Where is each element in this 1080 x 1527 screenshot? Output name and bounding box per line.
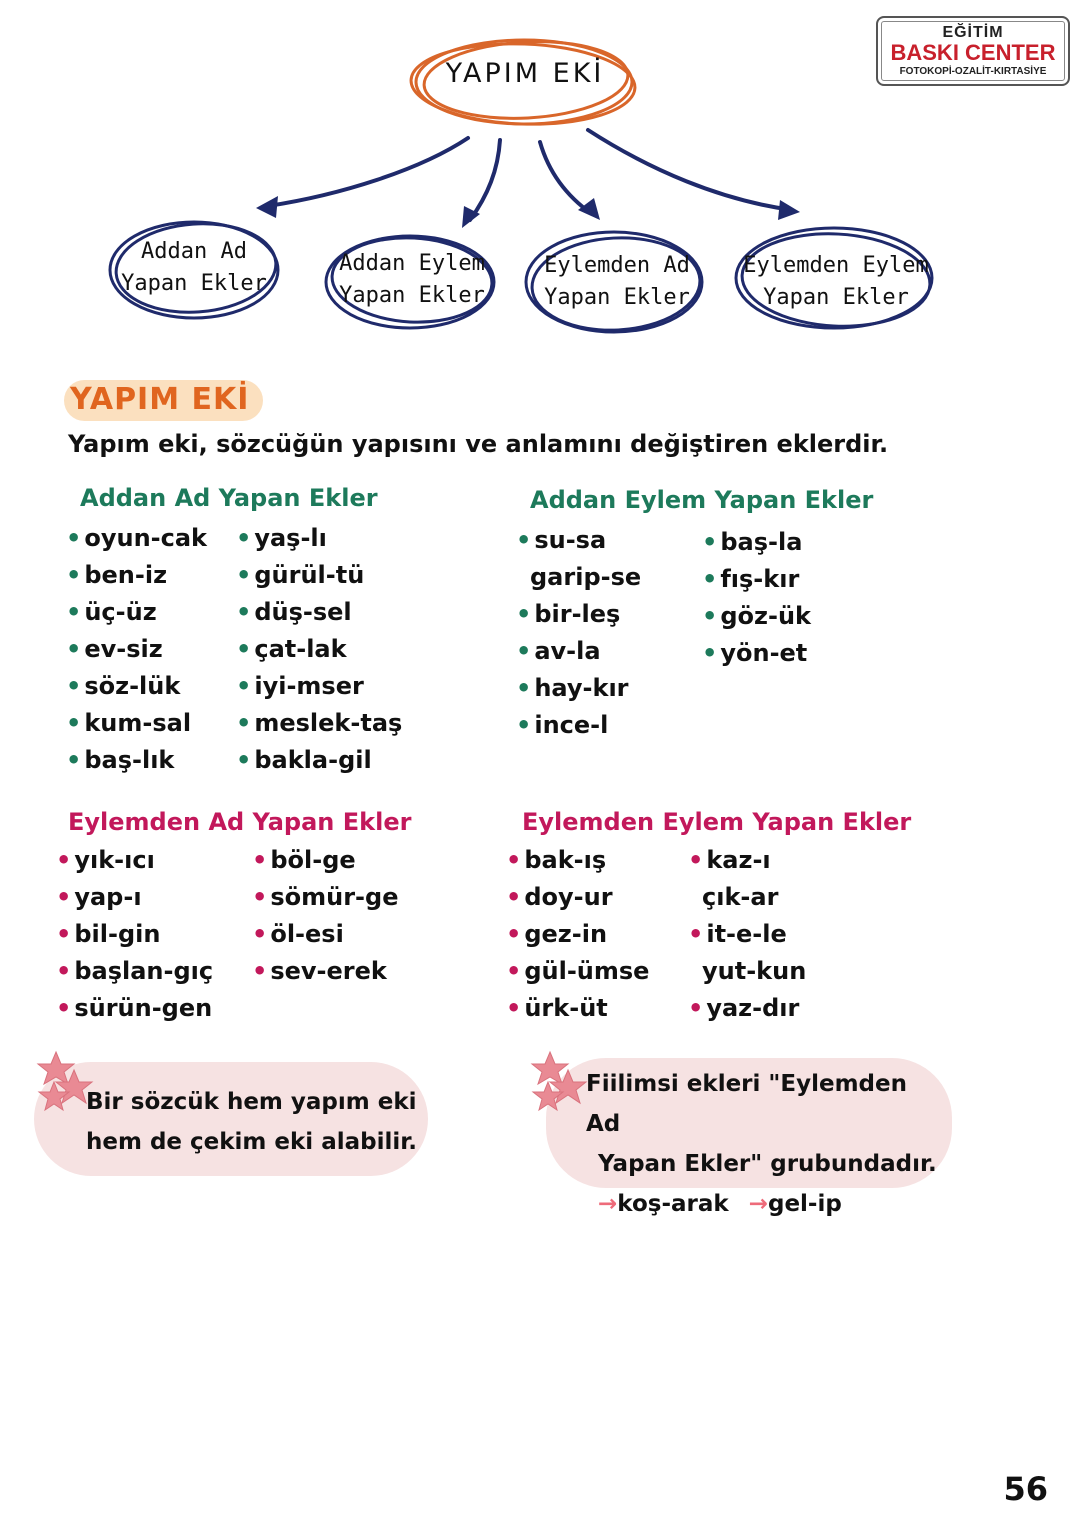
arrow-to-addan-eylem	[470, 140, 500, 220]
example-2: gel-ip	[767, 1191, 842, 1217]
arrow-right-icon: →	[598, 1191, 618, 1217]
logo-line-3: FOTOKOPİ-OZALİT-KIRTASİYE	[899, 66, 1047, 77]
addan-ad-list-col1	[66, 520, 207, 779]
list-item: • bakla-gil	[236, 742, 402, 779]
list-item: • gürül-tü	[236, 557, 402, 594]
eylemden-eylem-list-col2	[688, 842, 806, 1027]
list-item: garip-se	[530, 563, 642, 591]
node-line-2: Yapan Ekler	[763, 285, 909, 310]
list-item: • iyi-mser	[236, 668, 402, 705]
list-item: • üç-üz	[66, 594, 207, 631]
list-item: • öl-esi	[252, 916, 398, 953]
list-item: • düş-sel	[236, 594, 402, 631]
node-addan-ad	[114, 236, 274, 300]
list-item: • gez-in	[506, 916, 649, 953]
group-title-eylemden-ad: Eylemden Ad Yapan Ekler	[68, 808, 412, 836]
list-item: • oyun-cak	[66, 520, 207, 557]
logo-line-1: EĞİTİM	[942, 24, 1004, 41]
list-item: • doy-ur	[506, 879, 649, 916]
note-line-2: Yapan Ekler" grubundadır.	[598, 1151, 937, 1177]
group-title-addan-eylem: Addan Eylem Yapan Ekler	[530, 486, 874, 514]
list-item: • yaz-dır	[688, 990, 806, 1027]
list-item: • gül-ümse	[506, 953, 649, 990]
list-item: • çat-lak	[236, 631, 402, 668]
addan-eylem-list-col2	[702, 524, 811, 672]
page-number: 56	[1003, 1470, 1048, 1508]
list-item: • sömür-ge	[252, 879, 398, 916]
list-item: • hay-kır	[516, 670, 641, 707]
list-item: • baş-lık	[66, 742, 207, 779]
list-item: • ürk-üt	[506, 990, 649, 1027]
node-eylemden-eylem	[738, 250, 934, 314]
list-item: • baş-la	[702, 524, 811, 561]
list-item: • söz-lük	[66, 668, 207, 705]
list-item: • ev-siz	[66, 631, 207, 668]
list-item: • yap-ı	[56, 879, 213, 916]
definition-text: Yapım eki, sözcüğün yapısını ve anlamını değiştiren eklerdir.	[68, 430, 889, 458]
node-line-2: Yapan Ekler	[121, 271, 267, 296]
note-line-1: Fiilimsi ekleri "Eylemden Ad	[586, 1071, 907, 1137]
eylemden-eylem-list-col1	[506, 842, 649, 1027]
example-1: koş-arak	[617, 1191, 729, 1217]
node-line-2: Yapan Ekler	[339, 283, 485, 308]
list-item: • kum-sal	[66, 705, 207, 742]
eylemden-ad-list-col1	[56, 842, 213, 1027]
arrow-to-eylemden-ad	[540, 142, 592, 214]
arrow-to-eylemden-eylem	[588, 130, 792, 210]
list-item: • su-sa	[516, 522, 641, 559]
list-item: • göz-ük	[702, 598, 811, 635]
node-line-1: Eylemden Ad	[544, 253, 690, 278]
section-heading: YAPIM EKİ	[64, 380, 263, 421]
list-item: • bak-ış	[506, 842, 649, 879]
list-item: • sürün-gen	[56, 990, 213, 1027]
list-item: • yık-ıcı	[56, 842, 213, 879]
list-item: • meslek-taş	[236, 705, 402, 742]
eylemden-ad-list-col2	[252, 842, 398, 990]
list-item: • av-la	[516, 633, 641, 670]
node-addan-eylem	[330, 248, 494, 312]
list-item: yut-kun	[702, 957, 807, 985]
addan-eylem-list-col1	[516, 522, 641, 744]
group-title-eylemden-eylem: Eylemden Eylem Yapan Ekler	[522, 808, 912, 836]
note-line-2: hem de çekim eki alabilir.	[86, 1129, 418, 1155]
list-item: • fış-kır	[702, 561, 811, 598]
list-item: • sev-erek	[252, 953, 398, 990]
node-line-2: Yapan Ekler	[544, 285, 690, 310]
list-item: • ince-l	[516, 707, 641, 744]
mind-map-center-label: YAPIM EKİ	[445, 58, 605, 89]
arrow-right-icon: →	[748, 1191, 768, 1217]
list-item: • başlan-gıç	[56, 953, 213, 990]
list-item: • bir-leş	[516, 596, 641, 633]
list-item: • bil-gin	[56, 916, 213, 953]
node-eylemden-ad	[532, 250, 702, 314]
list-item: • yaş-lı	[236, 520, 402, 557]
list-item: • böl-ge	[252, 842, 398, 879]
note-right-text	[586, 1064, 946, 1224]
list-item: • yön-et	[702, 635, 811, 672]
list-item: çık-ar	[702, 883, 779, 911]
list-item: • it-e-le	[688, 916, 806, 953]
logo-line-2: BASKI CENTER	[890, 40, 1056, 65]
node-line-1: Addan Ad	[141, 239, 247, 264]
note-left-text	[86, 1082, 417, 1162]
list-item: • kaz-ı	[688, 842, 806, 879]
note-line-1: Bir sözcük hem yapım eki	[86, 1089, 417, 1115]
arrow-to-addan-ad	[268, 138, 468, 206]
note-examples	[586, 1184, 946, 1224]
node-line-1: Eylemden Eylem	[743, 253, 929, 278]
addan-ad-list-col2	[236, 520, 402, 779]
node-line-1: Addan Eylem	[339, 251, 485, 276]
group-title-addan-ad: Addan Ad Yapan Ekler	[80, 484, 378, 512]
list-item: • ben-iz	[66, 557, 207, 594]
star-icon	[528, 1048, 592, 1114]
